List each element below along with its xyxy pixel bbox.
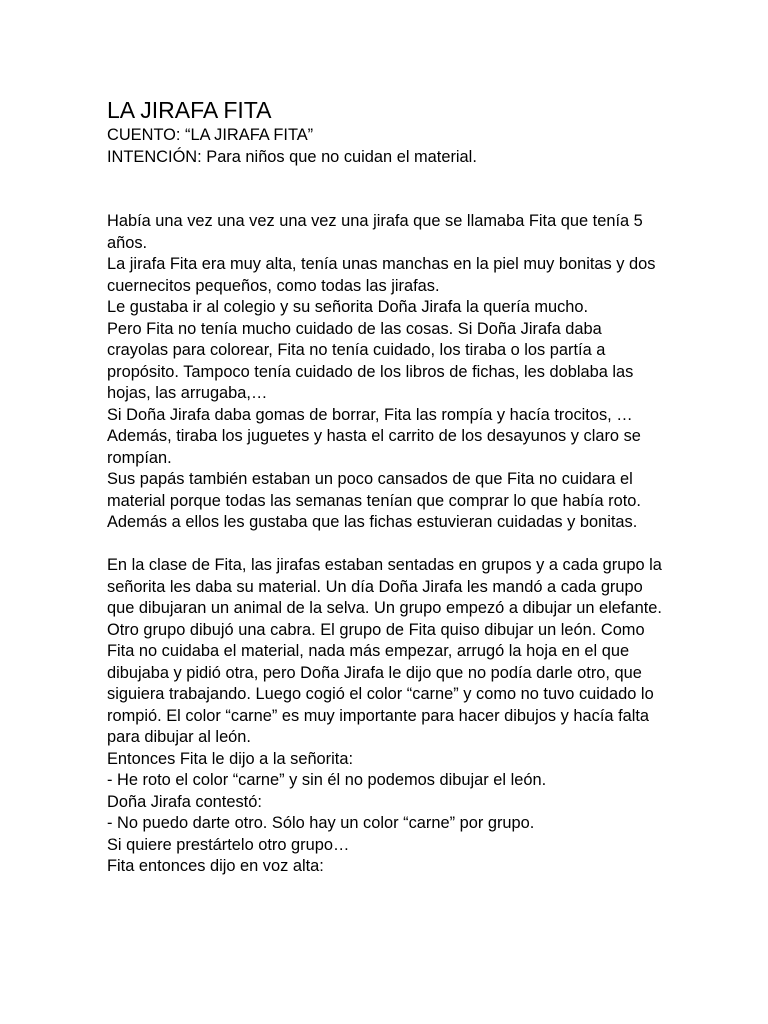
- story-section-2: [107, 555, 667, 878]
- story-line: Había una vez una vez una vez una jirafa que se llamaba Fita que tenía 5 años.: [107, 212, 643, 252]
- story-section-1: [107, 211, 667, 534]
- document-page: [107, 96, 667, 878]
- story-line: Fita entonces dijo en voz alta:: [107, 857, 324, 875]
- paragraph-gap: [107, 534, 667, 556]
- story-line: En la clase de Fita, las jirafas estaban sentadas en grupos y a cada grupo la señorita les daba su material. Un día Doña Jirafa les mandó a cada grupo que dibujaran un animal de la selva. Un grupo empezó a dibujar un elefante. Otro grupo dibujó una cabra. El grupo de Fita quiso dibujar un león. Como Fita no cuidaba el material, nada más empezar, arrugó la hoja en el que dibujaba y pidió otra, pero Doña Jirafa le dijo que no podía darle otro, que siguiera trabajando. Luego cogió el color “carne” y como no tuvo cuidado lo rompió. El color “carne” es muy importante para hacer dibujos y hacía falta para dibujar al león.: [107, 556, 662, 746]
- story-line: - He roto el color “carne” y sin él no podemos dibujar el león.: [107, 771, 547, 789]
- document-title: LA JIRAFA FITA: [107, 97, 272, 123]
- story-line: Doña Jirafa contestó:: [107, 792, 262, 811]
- story-line: Si quiere prestártelo otro grupo…: [107, 835, 350, 854]
- story-line: Entonces Fita le dijo a la señorita:: [107, 749, 353, 768]
- story-line: - No puedo darte otro. Sólo hay un color “carne” por grupo.: [107, 814, 535, 832]
- intention-line: INTENCIÓN: Para niños que no cuidan el material.: [107, 147, 477, 166]
- story-line: Si Doña Jirafa daba gomas de borrar, Fita las rompía y hacía trocitos, …: [107, 405, 633, 424]
- story-line: Además, tiraba los juguetes y hasta el carrito de los desayunos y claro se rompían.: [107, 427, 641, 467]
- story-label: CUENTO: “LA JIRAFA FITA”: [107, 126, 314, 144]
- story-line: Sus papás también estaban un poco cansados de que Fita no cuidara el material porque todas las semanas tenían que comprar lo que había roto. Además a ellos les gustaba que las fichas estuvieran cuidadas y bonitas.: [107, 470, 641, 531]
- story-line: La jirafa Fita era muy alta, tenía unas manchas en la piel muy bonitas y dos cuernecitos pequeños, como todas las jirafas.: [107, 255, 656, 295]
- story-line: Le gustaba ir al colegio y su señorita Doña Jirafa la quería mucho.: [107, 298, 589, 316]
- story-body: [107, 211, 667, 878]
- story-line: Pero Fita no tenía mucho cuidado de las cosas. Si Doña Jirafa daba crayolas para colorear, Fita no tenía cuidado, los tiraba o los partía a propósito. Tampoco tenía cuidado de los libros de fichas, les doblaba las hojas, las arrugaba,…: [107, 319, 634, 402]
